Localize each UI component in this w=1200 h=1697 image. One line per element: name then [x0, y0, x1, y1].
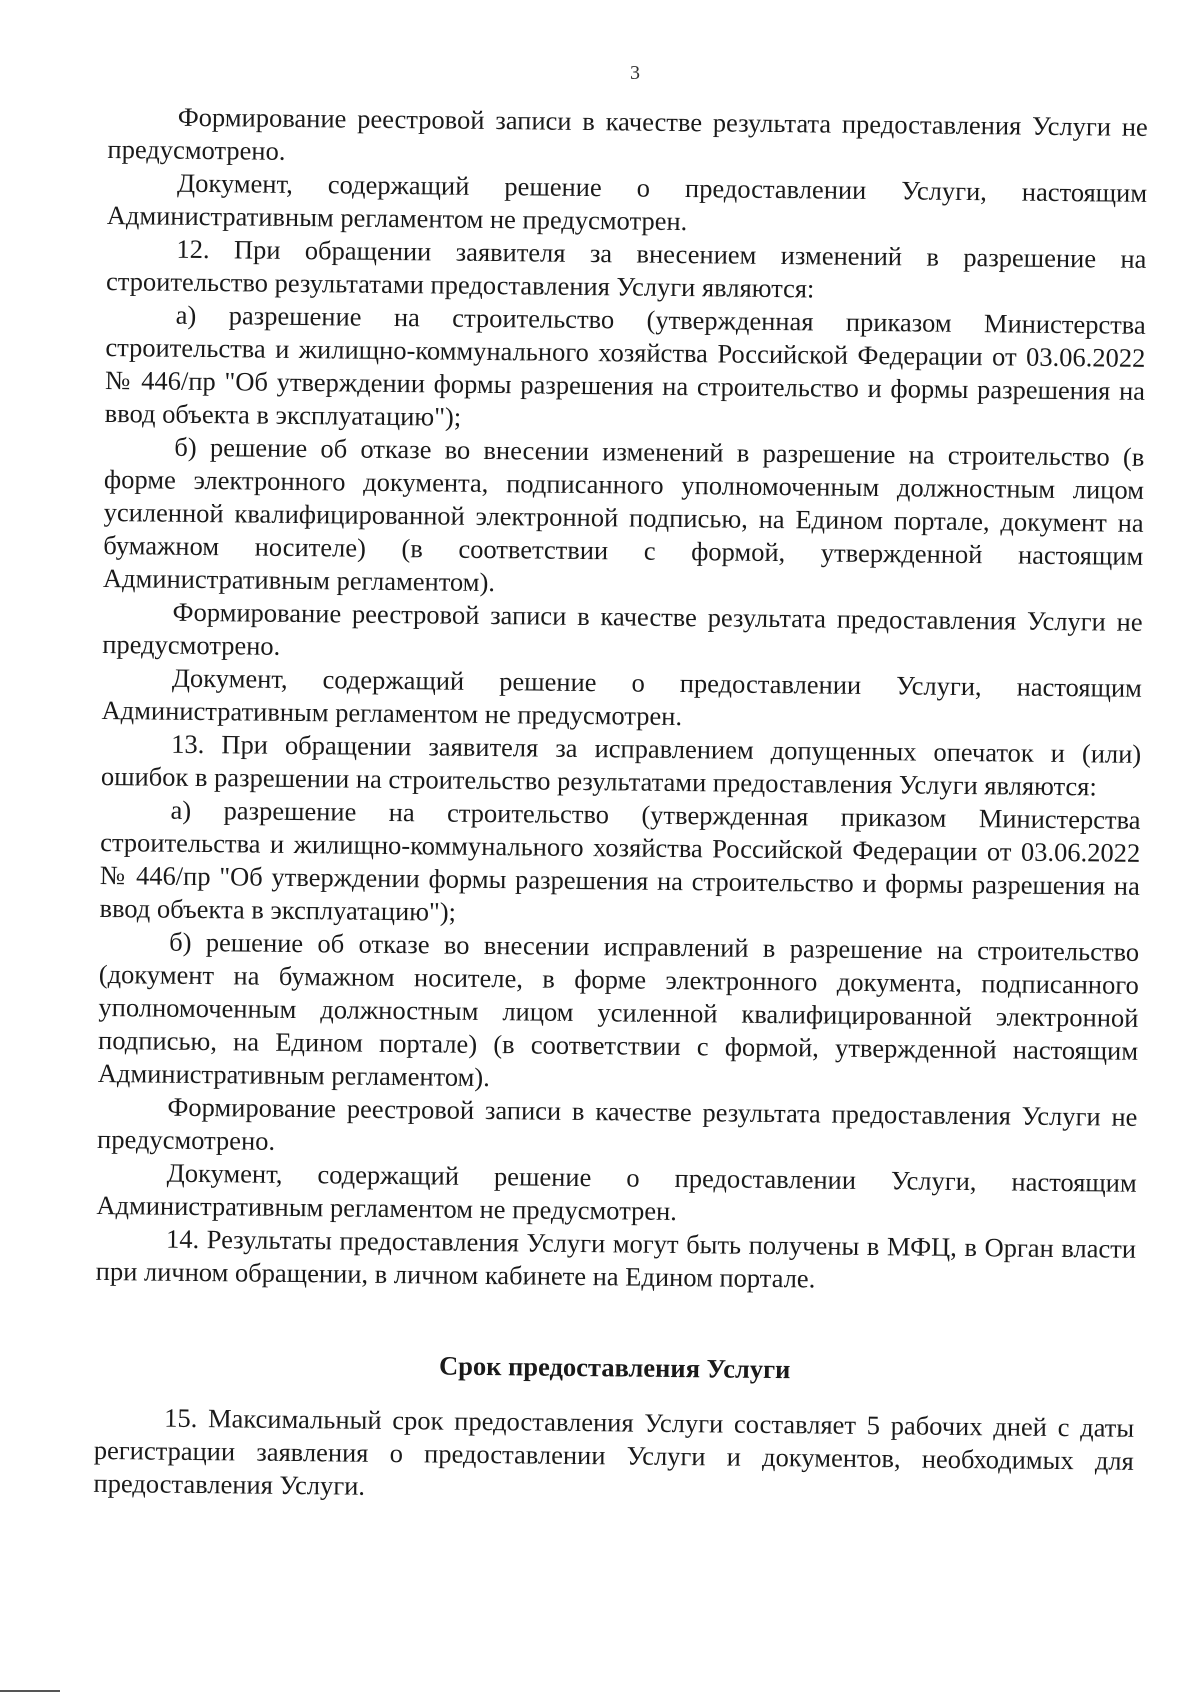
- section-heading: Срок предоставления Услуги: [438, 1350, 791, 1385]
- document-body: [93, 100, 1148, 1511]
- paragraph: Документ, содержащий решение о предоставлении Услуги, настоящим Административным регламентом не предусмотрен.: [106, 167, 1148, 237]
- paragraph: Документ, содержащий решение о предоставлении Услуги, настоящим Административным регламентом не предусмотрен.: [96, 1157, 1137, 1227]
- paragraph: Формирование реестровой записи в качестве результата предоставления Услуги не предусмотрено.: [102, 596, 1143, 661]
- list-item: а) разрешение на строительство (утвержденная приказом Министерства строительства и жилищно-коммунального хозяйства Российской Федерации от 03.06.2022 № 446/пр "Об утверждении формы разрешения на строительство и формы разрешения на ввод объекта в эксплуатацию");: [104, 299, 1146, 432]
- page-number: 3: [630, 62, 640, 84]
- scan-mark: [0, 1690, 60, 1692]
- paragraph: Документ, содержащий решение о предоставлении Услуги, настоящим Административным регламентом не предусмотрен.: [101, 662, 1143, 732]
- paragraph: 13. При обращении заявителя за исправлением допущенных опечаток и (или) ошибок в разрешении на строительство результатами предоставления Услуги являются:: [100, 728, 1142, 802]
- paragraph: 14. Результаты предоставления Услуги могут быть получены в МФЦ, в Орган власти при личном обращении, в личном кабинете на Едином портале.: [95, 1223, 1137, 1294]
- paragraph: 12. При обращении заявителя за внесением изменений в разрешение на строительство результатами предоставления Услуги являются:: [105, 233, 1147, 304]
- paragraph: Формирование реестровой записи в качестве результата предоставления Услуги не предусмотрено.: [96, 1091, 1138, 1156]
- list-item: б) решение об отказе во внесении изменений в разрешение на строительство (в форме электронного документа, подписанного уполномоченным должностным лицом усиленной квалифицированной электронной подписью, на Едином портале, документ на бумажном носителе) (в соответствии с формой, утвержденной настоящим Административным регламентом).: [102, 431, 1145, 598]
- paragraph: 15. Максимальный срок предоставления Услуги составляет 5 рабочих дней с даты регистрации заявления о предоставлении Услуги и документов, необходимых для предоставления Услуги.: [93, 1402, 1135, 1501]
- list-item: а) разрешение на строительство (утвержденная приказом Министерства строительства и жилищно-коммунального хозяйства Российской Федерации от 03.06.2022 № 446/пр "Об утверждении формы разрешения на строительство и формы разрешения на ввод объекта в эксплуатацию");: [99, 794, 1141, 927]
- paragraph: Формирование реестровой записи в качестве результата предоставления Услуги не предусмотрено.: [107, 101, 1148, 166]
- list-item: б) решение об отказе во внесении исправлений в разрешение на строительство (документ на бумажном носителе, в форме электронного документа, подписанного уполномоченным должностным лицом усиленной квалифицированной электронной подписью, на Едином портале) (в соответствии с формой, утвержденной настоящим Административным регламентом).: [97, 926, 1140, 1093]
